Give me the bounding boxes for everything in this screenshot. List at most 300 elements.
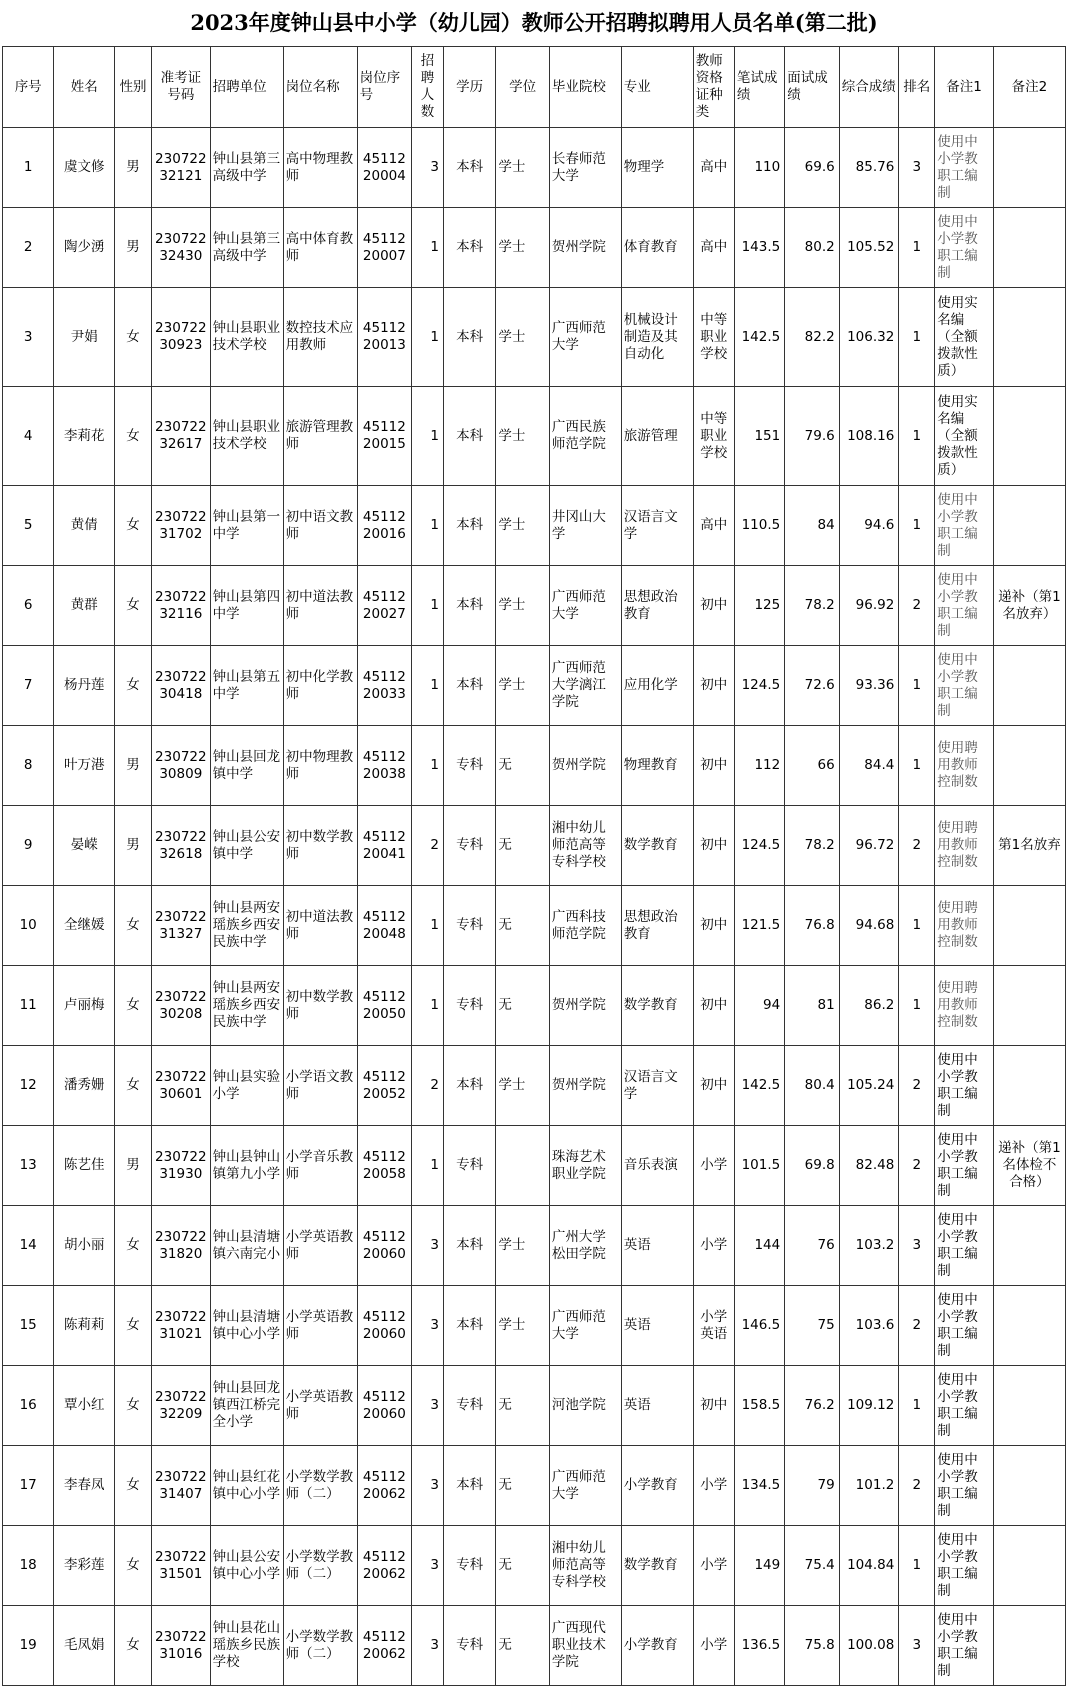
cell-name: 虞文修 bbox=[54, 128, 115, 208]
cell-rank: 2 bbox=[899, 806, 935, 886]
cell-gender: 女 bbox=[115, 886, 152, 966]
cell-post-no: 4511220052 bbox=[357, 1046, 411, 1126]
cell-rank: 3 bbox=[899, 1606, 935, 1686]
cell-major: 汉语言文学 bbox=[621, 1046, 693, 1126]
cell-total: 82.48 bbox=[839, 1126, 899, 1206]
cell-degree: 无 bbox=[496, 806, 549, 886]
cell-total: 103.6 bbox=[839, 1286, 899, 1366]
cell-interview: 69.6 bbox=[785, 128, 839, 208]
cell-interview: 76.2 bbox=[785, 1366, 839, 1446]
cell-edu: 本科 bbox=[443, 1446, 495, 1526]
cell-major: 应用化学 bbox=[621, 646, 693, 726]
col-header-major: 专业 bbox=[621, 47, 693, 128]
cell-major: 小学教育 bbox=[621, 1606, 693, 1686]
cell-post: 初中化学教师 bbox=[283, 646, 357, 726]
cell-school: 广州大学松田学院 bbox=[549, 1206, 621, 1286]
cell-unit: 钟山县回龙镇西江桥完全小学 bbox=[210, 1366, 283, 1446]
cell-total: 84.4 bbox=[839, 726, 899, 806]
cell-exam-id: 23072230418 bbox=[152, 646, 211, 726]
cell-degree: 学士 bbox=[496, 128, 549, 208]
cell-major: 数学教育 bbox=[621, 1526, 693, 1606]
cell-rank: 2 bbox=[899, 566, 935, 646]
cell-post-no: 4511220060 bbox=[357, 1366, 411, 1446]
cell-count: 1 bbox=[412, 387, 444, 486]
cell-no: 18 bbox=[3, 1526, 54, 1606]
cell-gender: 女 bbox=[115, 1526, 152, 1606]
cell-exam-id: 23072232618 bbox=[152, 806, 211, 886]
cell-school: 长春师范大学 bbox=[549, 128, 621, 208]
cell-degree: 学士 bbox=[496, 486, 549, 566]
cell-major: 思想政治教育 bbox=[621, 886, 693, 966]
cell-interview: 75 bbox=[785, 1286, 839, 1366]
cell-total: 105.52 bbox=[839, 208, 899, 288]
cell-no: 16 bbox=[3, 1366, 54, 1446]
cell-edu: 本科 bbox=[443, 486, 495, 566]
cell-note1: 使用聘用教师控制数 bbox=[935, 726, 994, 806]
table-row bbox=[3, 1366, 1066, 1446]
cell-no: 12 bbox=[3, 1046, 54, 1126]
cell-post-no: 4511220060 bbox=[357, 1206, 411, 1286]
cell-cert: 高中 bbox=[693, 208, 734, 288]
cell-post: 小学数学教师（二） bbox=[283, 1526, 357, 1606]
cell-gender: 男 bbox=[115, 726, 152, 806]
cell-cert: 小学 bbox=[693, 1206, 734, 1286]
cell-degree: 学士 bbox=[496, 208, 549, 288]
cell-count: 1 bbox=[412, 966, 444, 1046]
cell-rank: 1 bbox=[899, 966, 935, 1046]
cell-name: 陶少湧 bbox=[54, 208, 115, 288]
cell-post-no: 4511220060 bbox=[357, 1286, 411, 1366]
cell-gender: 男 bbox=[115, 806, 152, 886]
cell-major: 英语 bbox=[621, 1286, 693, 1366]
cell-note1: 使用中小学教职工编制 bbox=[935, 486, 994, 566]
cell-post-no: 4511220048 bbox=[357, 886, 411, 966]
cell-note1: 使用中小学教职工编制 bbox=[935, 1606, 994, 1686]
cell-note2 bbox=[993, 1606, 1065, 1686]
cell-rank: 1 bbox=[899, 646, 935, 726]
cell-name: 毛凤娟 bbox=[54, 1606, 115, 1686]
cell-count: 3 bbox=[412, 1606, 444, 1686]
cell-gender: 女 bbox=[115, 1286, 152, 1366]
cell-interview: 79 bbox=[785, 1446, 839, 1526]
cell-unit: 钟山县公安镇中心小学 bbox=[210, 1526, 283, 1606]
cell-total: 101.2 bbox=[839, 1446, 899, 1526]
cell-school: 贺州学院 bbox=[549, 726, 621, 806]
cell-post-no: 4511220016 bbox=[357, 486, 411, 566]
col-header-exam-id: 准考证号码 bbox=[152, 47, 211, 128]
col-header-no: 序号 bbox=[3, 47, 54, 128]
cell-written: 136.5 bbox=[734, 1606, 784, 1686]
col-header-total: 综合成绩 bbox=[839, 47, 899, 128]
cell-rank: 2 bbox=[899, 1446, 935, 1526]
cell-note1: 使用聘用教师控制数 bbox=[935, 806, 994, 886]
cell-note1: 使用聘用教师控制数 bbox=[935, 886, 994, 966]
cell-cert: 高中 bbox=[693, 128, 734, 208]
cell-degree: 学士 bbox=[496, 288, 549, 387]
cell-edu: 专科 bbox=[443, 886, 495, 966]
cell-degree: 无 bbox=[496, 966, 549, 1046]
cell-post: 高中物理教师 bbox=[283, 128, 357, 208]
cell-interview: 75.8 bbox=[785, 1606, 839, 1686]
cell-rank: 1 bbox=[899, 288, 935, 387]
cell-total: 85.76 bbox=[839, 128, 899, 208]
cell-unit: 钟山县红花镇中心小学 bbox=[210, 1446, 283, 1526]
cell-school: 河池学院 bbox=[549, 1366, 621, 1446]
cell-post-no: 4511220041 bbox=[357, 806, 411, 886]
cell-exam-id: 23072231702 bbox=[152, 486, 211, 566]
cell-total: 86.2 bbox=[839, 966, 899, 1046]
cell-name: 覃小红 bbox=[54, 1366, 115, 1446]
cell-name: 陈艺佳 bbox=[54, 1126, 115, 1206]
cell-cert: 高中 bbox=[693, 486, 734, 566]
cell-unit: 钟山县第四中学 bbox=[210, 566, 283, 646]
cell-gender: 男 bbox=[115, 1126, 152, 1206]
cell-total: 96.92 bbox=[839, 566, 899, 646]
cell-post: 初中道法教师 bbox=[283, 566, 357, 646]
table-row bbox=[3, 566, 1066, 646]
cell-no: 6 bbox=[3, 566, 54, 646]
cell-note2 bbox=[993, 1046, 1065, 1126]
cell-degree: 学士 bbox=[496, 566, 549, 646]
table-row bbox=[3, 288, 1066, 387]
cell-post-no: 4511220004 bbox=[357, 128, 411, 208]
cell-edu: 本科 bbox=[443, 288, 495, 387]
cell-school: 广西科技师范学院 bbox=[549, 886, 621, 966]
cell-post-no: 4511220013 bbox=[357, 288, 411, 387]
cell-no: 19 bbox=[3, 1606, 54, 1686]
cell-interview: 81 bbox=[785, 966, 839, 1046]
cell-major: 英语 bbox=[621, 1206, 693, 1286]
cell-note2 bbox=[993, 886, 1065, 966]
cell-written: 142.5 bbox=[734, 288, 784, 387]
cell-rank: 1 bbox=[899, 726, 935, 806]
cell-cert: 小学 bbox=[693, 1606, 734, 1686]
col-header-post-no: 岗位序号 bbox=[357, 47, 411, 128]
cell-post: 旅游管理教师 bbox=[283, 387, 357, 486]
cell-name: 胡小丽 bbox=[54, 1206, 115, 1286]
cell-cert: 初中 bbox=[693, 646, 734, 726]
cell-note2 bbox=[993, 208, 1065, 288]
cell-rank: 2 bbox=[899, 1286, 935, 1366]
cell-name: 黄倩 bbox=[54, 486, 115, 566]
cell-school: 广西师范大学 bbox=[549, 1286, 621, 1366]
cell-total: 96.72 bbox=[839, 806, 899, 886]
cell-degree: 学士 bbox=[496, 1046, 549, 1126]
cell-rank: 3 bbox=[899, 1206, 935, 1286]
cell-post: 小学语文教师 bbox=[283, 1046, 357, 1126]
cell-interview: 66 bbox=[785, 726, 839, 806]
cell-exam-id: 23072231016 bbox=[152, 1606, 211, 1686]
cell-name: 晏嵘 bbox=[54, 806, 115, 886]
cell-unit: 钟山县第一中学 bbox=[210, 486, 283, 566]
cell-edu: 本科 bbox=[443, 1046, 495, 1126]
cell-no: 3 bbox=[3, 288, 54, 387]
cell-no: 7 bbox=[3, 646, 54, 726]
cell-interview: 79.6 bbox=[785, 387, 839, 486]
cell-major: 音乐表演 bbox=[621, 1126, 693, 1206]
table-row bbox=[3, 1126, 1066, 1206]
cell-note1: 使用中小学教职工编制 bbox=[935, 1446, 994, 1526]
col-header-interview: 面试成绩 bbox=[785, 47, 839, 128]
cell-school: 广西现代职业技术学院 bbox=[549, 1606, 621, 1686]
cell-unit: 钟山县职业技术学校 bbox=[210, 387, 283, 486]
table-row bbox=[3, 387, 1066, 486]
cell-total: 109.12 bbox=[839, 1366, 899, 1446]
cell-degree bbox=[496, 1126, 549, 1206]
cell-note1: 使用中小学教职工编制 bbox=[935, 1046, 994, 1126]
cell-interview: 80.4 bbox=[785, 1046, 839, 1126]
cell-post: 初中物理教师 bbox=[283, 726, 357, 806]
cell-rank: 1 bbox=[899, 486, 935, 566]
cell-note1: 使用中小学教职工编制 bbox=[935, 1206, 994, 1286]
cell-gender: 女 bbox=[115, 486, 152, 566]
cell-edu: 本科 bbox=[443, 387, 495, 486]
cell-rank: 1 bbox=[899, 1526, 935, 1606]
cell-note2 bbox=[993, 646, 1065, 726]
cell-edu: 专科 bbox=[443, 1126, 495, 1206]
cell-unit: 钟山县实验小学 bbox=[210, 1046, 283, 1126]
cell-rank: 1 bbox=[899, 387, 935, 486]
cell-post: 小学英语教师 bbox=[283, 1206, 357, 1286]
cell-name: 李莉花 bbox=[54, 387, 115, 486]
cell-post-no: 4511220038 bbox=[357, 726, 411, 806]
page-title: 2023年度钟山县中小学（幼儿园）教师公开招聘拟聘用人员名单(第二批) bbox=[190, 10, 878, 35]
cell-gender: 男 bbox=[115, 208, 152, 288]
cell-count: 2 bbox=[412, 1046, 444, 1126]
cell-unit: 钟山县职业技术学校 bbox=[210, 288, 283, 387]
cell-edu: 本科 bbox=[443, 128, 495, 208]
cell-gender: 女 bbox=[115, 288, 152, 387]
cell-school: 贺州学院 bbox=[549, 208, 621, 288]
cell-unit: 钟山县清塘镇六南完小 bbox=[210, 1206, 283, 1286]
cell-degree: 学士 bbox=[496, 1206, 549, 1286]
cell-school: 湘中幼儿师范高等专科学校 bbox=[549, 806, 621, 886]
cell-no: 8 bbox=[3, 726, 54, 806]
cell-major: 小学教育 bbox=[621, 1446, 693, 1526]
cell-count: 3 bbox=[412, 1446, 444, 1526]
cell-post: 初中语文教师 bbox=[283, 486, 357, 566]
cell-count: 3 bbox=[412, 1286, 444, 1366]
cell-gender: 女 bbox=[115, 966, 152, 1046]
cell-cert: 初中 bbox=[693, 966, 734, 1046]
cell-written: 134.5 bbox=[734, 1446, 784, 1526]
cell-exam-id: 23072231930 bbox=[152, 1126, 211, 1206]
cell-cert: 小学 bbox=[693, 1446, 734, 1526]
col-header-name: 姓名 bbox=[54, 47, 115, 128]
cell-school: 珠海艺术职业学院 bbox=[549, 1126, 621, 1206]
cell-degree: 无 bbox=[496, 1526, 549, 1606]
cell-unit: 钟山县第三高级中学 bbox=[210, 128, 283, 208]
cell-rank: 2 bbox=[899, 1126, 935, 1206]
cell-note2 bbox=[993, 1206, 1065, 1286]
cell-total: 93.36 bbox=[839, 646, 899, 726]
cell-gender: 女 bbox=[115, 387, 152, 486]
col-header-cert: 教师资格证种类 bbox=[693, 47, 734, 128]
cell-note1: 使用中小学教职工编制 bbox=[935, 1286, 994, 1366]
cell-post: 初中数学教师 bbox=[283, 966, 357, 1046]
cell-cert: 小学英语 bbox=[693, 1286, 734, 1366]
table-row bbox=[3, 1446, 1066, 1526]
table-row bbox=[3, 128, 1066, 208]
cell-school: 贺州学院 bbox=[549, 966, 621, 1046]
cell-exam-id: 23072232121 bbox=[152, 128, 211, 208]
cell-major: 物理教育 bbox=[621, 726, 693, 806]
cell-post-no: 4511220062 bbox=[357, 1606, 411, 1686]
cell-degree: 学士 bbox=[496, 1286, 549, 1366]
cell-name: 黄群 bbox=[54, 566, 115, 646]
cell-note2: 递补（第1名放弃） bbox=[993, 566, 1065, 646]
cell-unit: 钟山县第五中学 bbox=[210, 646, 283, 726]
cell-written: 94 bbox=[734, 966, 784, 1046]
cell-major: 英语 bbox=[621, 1366, 693, 1446]
cell-edu: 本科 bbox=[443, 646, 495, 726]
cell-unit: 钟山县公安镇中学 bbox=[210, 806, 283, 886]
cell-note2 bbox=[993, 486, 1065, 566]
cell-post: 初中道法教师 bbox=[283, 886, 357, 966]
table-row bbox=[3, 1206, 1066, 1286]
cell-no: 10 bbox=[3, 886, 54, 966]
cell-note1: 使用中小学教职工编制 bbox=[935, 208, 994, 288]
cell-note2: 第1名放弃 bbox=[993, 806, 1065, 886]
table-row bbox=[3, 1046, 1066, 1126]
cell-written: 112 bbox=[734, 726, 784, 806]
cell-exam-id: 23072232617 bbox=[152, 387, 211, 486]
cell-gender: 女 bbox=[115, 1446, 152, 1526]
cell-name: 叶万港 bbox=[54, 726, 115, 806]
cell-note1: 使用中小学教职工编制 bbox=[935, 646, 994, 726]
cell-note1: 使用实名编（全额拨款性质） bbox=[935, 288, 994, 387]
cell-unit: 钟山县花山瑶族乡民族学校 bbox=[210, 1606, 283, 1686]
cell-unit: 钟山县两安瑶族乡西安民族中学 bbox=[210, 886, 283, 966]
cell-interview: 78.2 bbox=[785, 566, 839, 646]
cell-unit: 钟山县钟山镇第九小学 bbox=[210, 1126, 283, 1206]
cell-name: 李彩莲 bbox=[54, 1526, 115, 1606]
cell-count: 3 bbox=[412, 128, 444, 208]
cell-unit: 钟山县回龙镇中学 bbox=[210, 726, 283, 806]
col-header-school: 毕业院校 bbox=[549, 47, 621, 128]
cell-post-no: 4511220062 bbox=[357, 1446, 411, 1526]
cell-count: 3 bbox=[412, 1206, 444, 1286]
cell-rank: 1 bbox=[899, 886, 935, 966]
cell-count: 3 bbox=[412, 1366, 444, 1446]
cell-rank: 2 bbox=[899, 1046, 935, 1126]
cell-degree: 无 bbox=[496, 1606, 549, 1686]
cell-no: 5 bbox=[3, 486, 54, 566]
cell-written: 124.5 bbox=[734, 806, 784, 886]
table-row bbox=[3, 486, 1066, 566]
cell-interview: 76.8 bbox=[785, 886, 839, 966]
cell-no: 13 bbox=[3, 1126, 54, 1206]
col-header-post: 岗位名称 bbox=[283, 47, 357, 128]
cell-gender: 女 bbox=[115, 566, 152, 646]
cell-degree: 学士 bbox=[496, 646, 549, 726]
cell-name: 潘秀姗 bbox=[54, 1046, 115, 1126]
cell-gender: 女 bbox=[115, 646, 152, 726]
cell-exam-id: 23072231820 bbox=[152, 1206, 211, 1286]
cell-school: 广西师范大学漓江学院 bbox=[549, 646, 621, 726]
col-header-written: 笔试成绩 bbox=[734, 47, 784, 128]
cell-count: 1 bbox=[412, 208, 444, 288]
cell-cert: 小学 bbox=[693, 1526, 734, 1606]
cell-school: 广西师范大学 bbox=[549, 1446, 621, 1526]
cell-note2 bbox=[993, 128, 1065, 208]
col-header-note1: 备注1 bbox=[935, 47, 994, 128]
cell-written: 124.5 bbox=[734, 646, 784, 726]
cell-unit: 钟山县第三高级中学 bbox=[210, 208, 283, 288]
cell-name: 杨丹莲 bbox=[54, 646, 115, 726]
cell-school: 湘中幼儿师范高等专科学校 bbox=[549, 1526, 621, 1606]
cell-cert: 初中 bbox=[693, 1366, 734, 1446]
cell-written: 146.5 bbox=[734, 1286, 784, 1366]
cell-degree: 无 bbox=[496, 886, 549, 966]
cell-school: 广西师范大学 bbox=[549, 566, 621, 646]
cell-major: 汉语言文学 bbox=[621, 486, 693, 566]
table-row bbox=[3, 966, 1066, 1046]
cell-count: 1 bbox=[412, 646, 444, 726]
table-row bbox=[3, 726, 1066, 806]
cell-edu: 专科 bbox=[443, 966, 495, 1046]
cell-name: 卢丽梅 bbox=[54, 966, 115, 1046]
cell-major: 机械设计制造及其自动化 bbox=[621, 288, 693, 387]
cell-cert: 初中 bbox=[693, 566, 734, 646]
cell-edu: 专科 bbox=[443, 1606, 495, 1686]
cell-post-no: 4511220050 bbox=[357, 966, 411, 1046]
cell-note1: 使用中小学教职工编制 bbox=[935, 1366, 994, 1446]
col-header-note2: 备注2 bbox=[993, 47, 1065, 128]
cell-no: 2 bbox=[3, 208, 54, 288]
cell-exam-id: 23072232116 bbox=[152, 566, 211, 646]
cell-exam-id: 23072231021 bbox=[152, 1286, 211, 1366]
cell-note2 bbox=[993, 288, 1065, 387]
cell-note2 bbox=[993, 1286, 1065, 1366]
cell-edu: 本科 bbox=[443, 1286, 495, 1366]
cell-note1: 使用实名编（全额拨款性质） bbox=[935, 387, 994, 486]
cell-total: 104.84 bbox=[839, 1526, 899, 1606]
cell-school: 贺州学院 bbox=[549, 1046, 621, 1126]
cell-count: 1 bbox=[412, 726, 444, 806]
cell-major: 旅游管理 bbox=[621, 387, 693, 486]
cell-major: 数学教育 bbox=[621, 806, 693, 886]
cell-exam-id: 23072230208 bbox=[152, 966, 211, 1046]
cell-written: 121.5 bbox=[734, 886, 784, 966]
cell-edu: 专科 bbox=[443, 726, 495, 806]
cell-written: 110.5 bbox=[734, 486, 784, 566]
cell-post: 初中数学教师 bbox=[283, 806, 357, 886]
cell-edu: 本科 bbox=[443, 1206, 495, 1286]
cell-major: 物理学 bbox=[621, 128, 693, 208]
cell-total: 94.68 bbox=[839, 886, 899, 966]
cell-total: 106.32 bbox=[839, 288, 899, 387]
cell-post-no: 4511220058 bbox=[357, 1126, 411, 1206]
cell-interview: 78.2 bbox=[785, 806, 839, 886]
cell-cert: 初中 bbox=[693, 806, 734, 886]
cell-degree: 无 bbox=[496, 1446, 549, 1526]
cell-interview: 69.8 bbox=[785, 1126, 839, 1206]
cell-count: 3 bbox=[412, 1526, 444, 1606]
table-row bbox=[3, 1606, 1066, 1686]
cell-exam-id: 23072230923 bbox=[152, 288, 211, 387]
cell-written: 158.5 bbox=[734, 1366, 784, 1446]
table-row bbox=[3, 1526, 1066, 1606]
cell-note2 bbox=[993, 966, 1065, 1046]
cell-note1: 使用中小学教职工编制 bbox=[935, 1126, 994, 1206]
cell-note2 bbox=[993, 1446, 1065, 1526]
cell-rank: 3 bbox=[899, 128, 935, 208]
col-header-rank: 排名 bbox=[899, 47, 935, 128]
cell-degree: 无 bbox=[496, 1366, 549, 1446]
cell-note2 bbox=[993, 1526, 1065, 1606]
cell-exam-id: 23072232430 bbox=[152, 208, 211, 288]
